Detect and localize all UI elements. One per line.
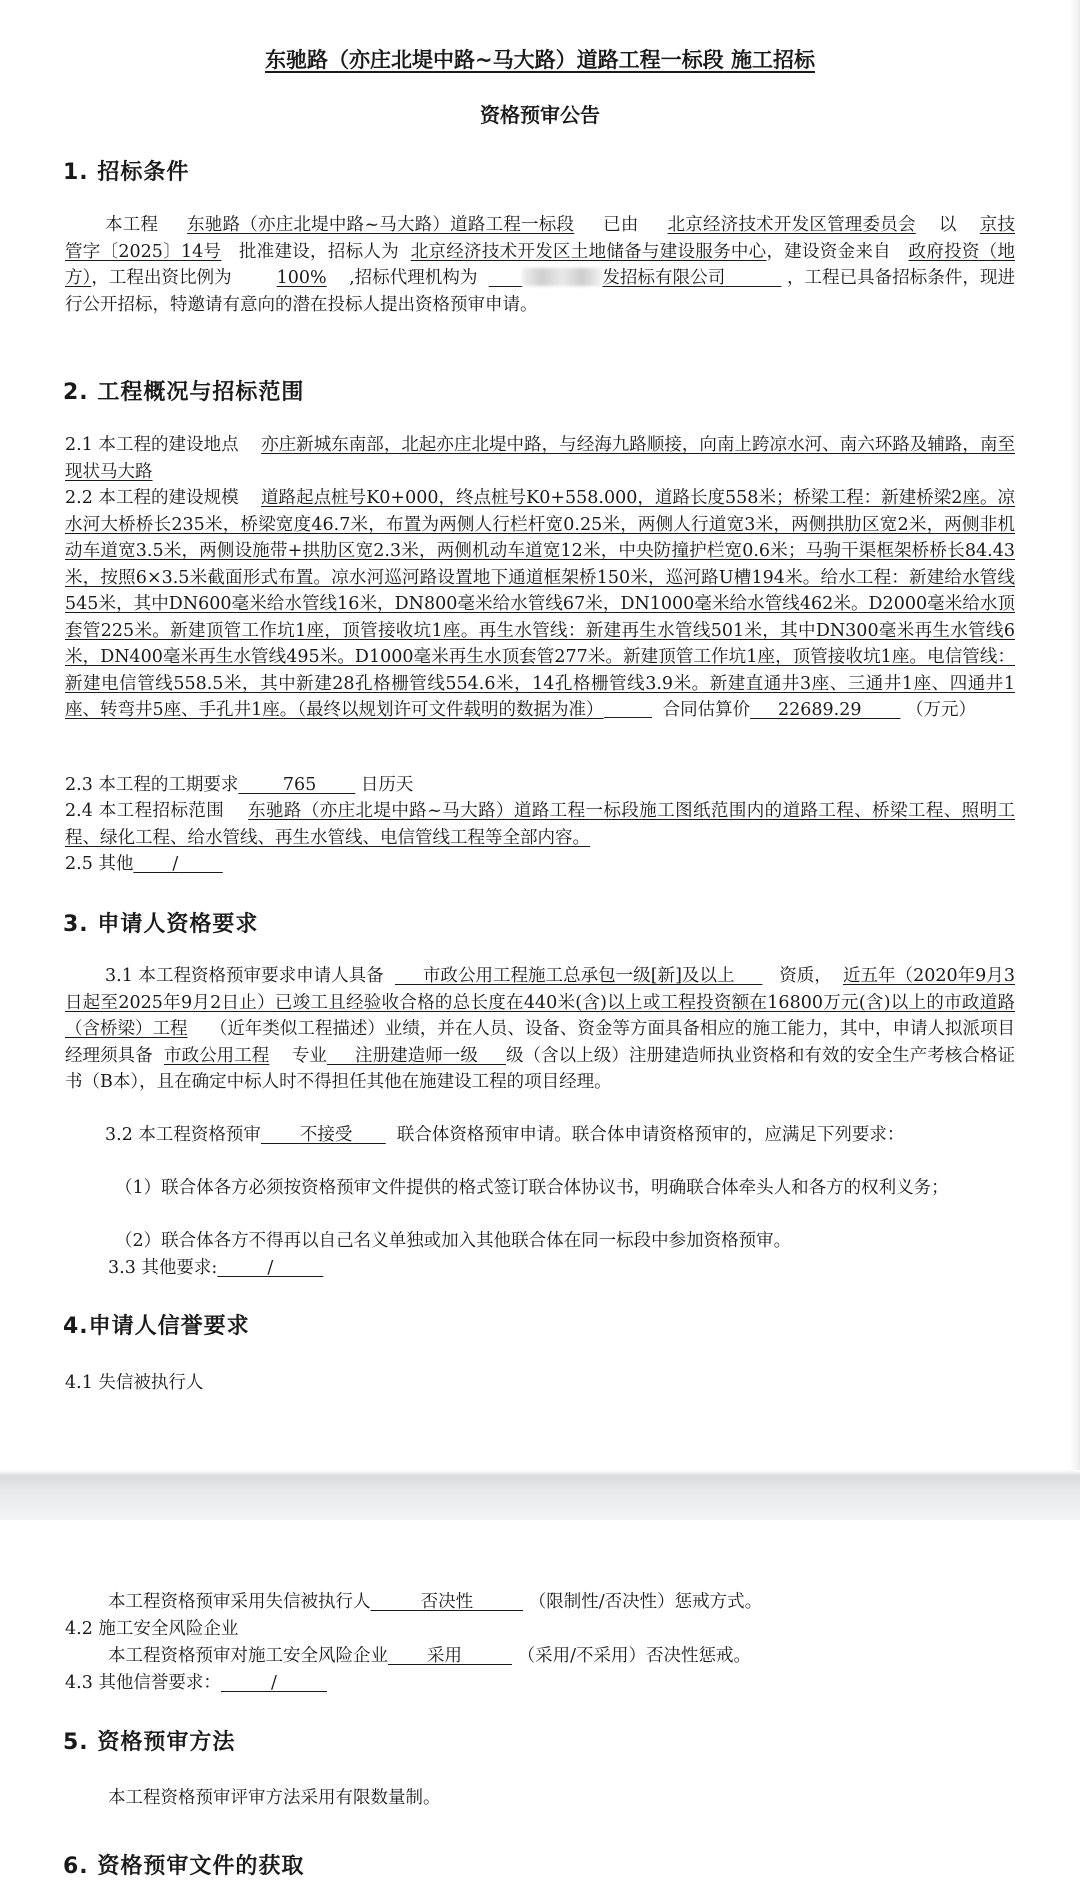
section-2-5-paragraph: 2.5 其他 /: [65, 854, 179, 874]
section-4-2-text: 本工程资格预审对施工安全风险企业 采用 （采用/不采用）否决性惩戒。: [108, 1646, 752, 1666]
section-3-2-item-1: （1）联合体各方必须按资格预审文件提供的格式签订联合体协议书，明确联合体牵头人和各方的权利义务；: [115, 1178, 949, 1198]
section-3-3-line: 3.3 其他要求: /: [108, 1258, 274, 1278]
section-3-2-paragraph: 3.2 本工程资格预审 不接受 联合体资格预审申请。联合体申请资格预审的，应满足下列要求：: [105, 1125, 905, 1145]
section-3-2-item-2: （2）联合体各方不得再以自己名义单独或加入其他联合体在同一标段中参加资格预审。: [115, 1231, 792, 1251]
section-4-heading: 4.申请人信誉要求: [63, 1314, 250, 1339]
document-subtitle: 资格预审公告: [480, 103, 600, 127]
section-2-1-paragraph: 2.1 本工程的建设地点 亦庄新城东南部，北起亦庄北堤中路，与经海九路顺接，向南上跨凉水河、南六环路及辅路，南至现状马大路: [65, 435, 1015, 482]
section-2-4-paragraph: 2.4 本工程招标范围 东驰路（亦庄北堤中路~马大路）道路工程一标段施工图纸范围内的道路工程、桥梁工程、照明工程、绿化工程、给水管线、再生水管线、电信管线工程等全部内容。: [65, 801, 1015, 848]
section-6-heading: 6. 资格预审文件的获取: [63, 1854, 305, 1879]
page-break: [0, 1470, 1080, 1520]
section-1-heading: 1. 招标条件: [63, 160, 190, 185]
document-title: 东驰路（亦庄北堤中路~马大路）道路工程一标段 施工招标: [265, 48, 815, 72]
section-4-3-line: 4.3 其他信誉要求： /: [65, 1673, 277, 1693]
section-2-heading: 2. 工程概况与招标范围: [63, 380, 305, 405]
section-5-text: 本工程资格预审评审方法采用有限数量制。: [108, 1788, 441, 1808]
page-edge-shadow: [1070, 0, 1080, 1470]
section-4-2-line: 4.2 施工安全风险企业: [65, 1619, 239, 1639]
section-2-2-paragraph: 2.2 本工程的建设规模 道路起点桩号K0+000，终点桩号K0+558.000，道路长度558米；桥梁工程：新建桥梁2座。凉水河大桥桥长235米，桥梁宽度46.7米，布置为两侧人行栏杆宽0.25米，两侧人行道宽3米，两侧拱肋区宽2米，两侧非机动车道宽3.5米，两侧设施带+拱肋区宽2.3米，两侧机动车道宽12米，中央防撞护栏宽0.6米；马驹干渠框架桥桥长84.43米，按照6×3.5米截面形式布置。凉水河巡河路设置地下通道框架桥150米，巡河路U槽194米。给水工程：新建给水管线545米，其中DN600毫米给水管线16米，DN800毫米给水管线67米，DN1000毫米给水管线462米。D2000毫米给水顶套管225米。新建顶管工作坑1座，顶管接收坑1座。再生水管线：新建再生水管线501米，其中DN300毫米再生水管线6米，DN400毫米再生水管线495米。D1000毫米再生水顶套管277米。新建顶管工作坑1座，顶管接收坑1座。电信管线：新建电信管线558.5米，其中新建28孔格栅管线554.6米，14孔格栅管线3.9米。新建直通井3座、三通井1座、四通井1座、转弯井5座、手孔井1座。（最终以规划许可文件载明的数据为准） 合同估算价 22689.29 （万元）: [65, 488, 1015, 720]
section-1-paragraph: 本工程 东驰路（亦庄北堤中路~马大路）道路工程一标段 已由 北京经济技术开发区管理委员会 以 京技管字〔2025〕14号 批准建设，招标人为 北京经济技术开发区土地储备与建设服务中心，建设资金来自 政府投资（地方），工程出资比例为 100% ,招标代理机构为 发招标有限公司 ，工程已具备招标条件，现进行公开招标，特邀请有意向的潜在投标人提出资格预审申请。: [65, 215, 1015, 315]
section-3-heading: 3. 申请人资格要求: [63, 912, 259, 937]
section-2-3-paragraph: 2.3 本工程的工期要求 765 日历天: [65, 775, 414, 795]
section-4-1-text: 本工程资格预审采用失信被执行人 否决性 （限制性/否决性）惩戒方式。: [108, 1592, 763, 1612]
redacted-agency-name: [522, 268, 602, 286]
section-3-1-paragraph: 3.1 本工程资格预审要求申请人具备 市政公用工程施工总承包一级[新]及以上 资质， 近五年（2020年9月3日起至2025年9月2日止）已竣工且经验收合格的总长度在440米(含)以上或工程投资额在16800万元(含)以上的市政道路（含桥梁）工程 （近年类似工程描述）业绩，并在人员、设备、资金等方面具备相应的施工能力，其中，申请人拟派项目经理须具备 市政公用工程 专业 注册建造师一级 级（含以上级）注册建造师执业资格和有效的安全生产考核合格证书（B本），且在确定中标人时不得担任其他在施建设工程的项目经理。: [65, 966, 1016, 1092]
section-5-heading: 5. 资格预审方法: [63, 1730, 236, 1755]
document-page-2: [0, 1520, 1080, 1901]
section-4-1-line: 4.1 失信被执行人: [65, 1373, 204, 1393]
